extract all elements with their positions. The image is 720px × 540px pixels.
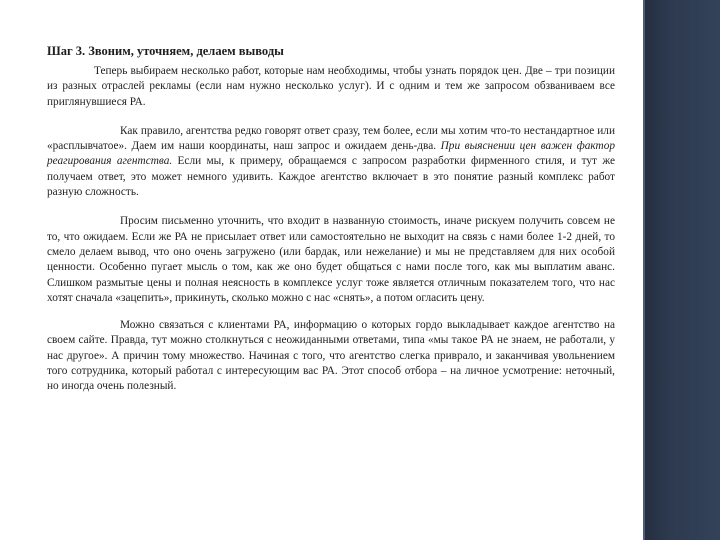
paragraph-2-end: Если мы, к примеру, обращаемся с запросом разработки фирменного стиля, и тут же получаем ответ, это может немного удивить. Каждое агентство включает в это понятие разный комплекс работ разную сложность. xyxy=(47,155,616,199)
paragraph-2-italic: При выяснении цен важен фактор реагирования агентства. xyxy=(47,140,615,168)
slide-heading: Шаг 3. Звоним, уточняем, делаем выводы xyxy=(47,44,284,58)
paragraph-1: Теперь выбираем несколько работ, которые нам необходимы, чтобы узнать порядок цен. Две – три позиции из разных отраслей рекламы (если нам нужно несколько услуг). И с одним и тем же запросом обзваниваем все приглянувшиеся РА. xyxy=(47,65,615,108)
paragraph-2 xyxy=(47,124,615,200)
decorative-sidebar xyxy=(643,0,720,540)
slide-content xyxy=(47,42,615,395)
paragraph-4: Можно связаться с клиентами РА, информацию о которых гордо выкладывает каждое агентство на своем сайте. Правда, тут можно столкнуться с неожиданными ответами, типа «мы такое РА не знаем, не работали, у нас другое». А причин тому множество. Начиная с того, что агентство слегка приврало, и заканчивая увольнением того сотрудника, который работал с интересующим вас РА. Этот способ отбора – на личное усмотрение: неточный, но иногда очень полезный. xyxy=(47,319,615,393)
paragraph-3: Просим письменно уточнить, что входит в названную стоимость, иначе рискуем получить совсем не то, что ожидаем. Если же РА не присылает ответ или самостоятельно не выходит на связь с нами более 1-2 дней, то смело делаем вывод, что оно очень загружено (или бардак, или нежелание) и мы не представляем для них особой ценности. Особенно пугает мысль о том, как же оно будет общаться с нами после того, как мы выплатим аванс. Слишком размытые цены и полная неясность в комплексе услуг тоже является отличным показателем того, что нас хотят сначала «зацепить», прикинуть, сколько можно с нас «снять», а потом огласить цену. xyxy=(47,215,615,304)
paragraph-2-start: Как правило, агентства редко говорят ответ сразу, тем более, если мы хотим что-то нестандартное или «расплывчатое». Даем им наши координаты, наш запрос и ожидаем день-два. xyxy=(47,124,615,153)
sidebar-edge xyxy=(643,0,645,540)
